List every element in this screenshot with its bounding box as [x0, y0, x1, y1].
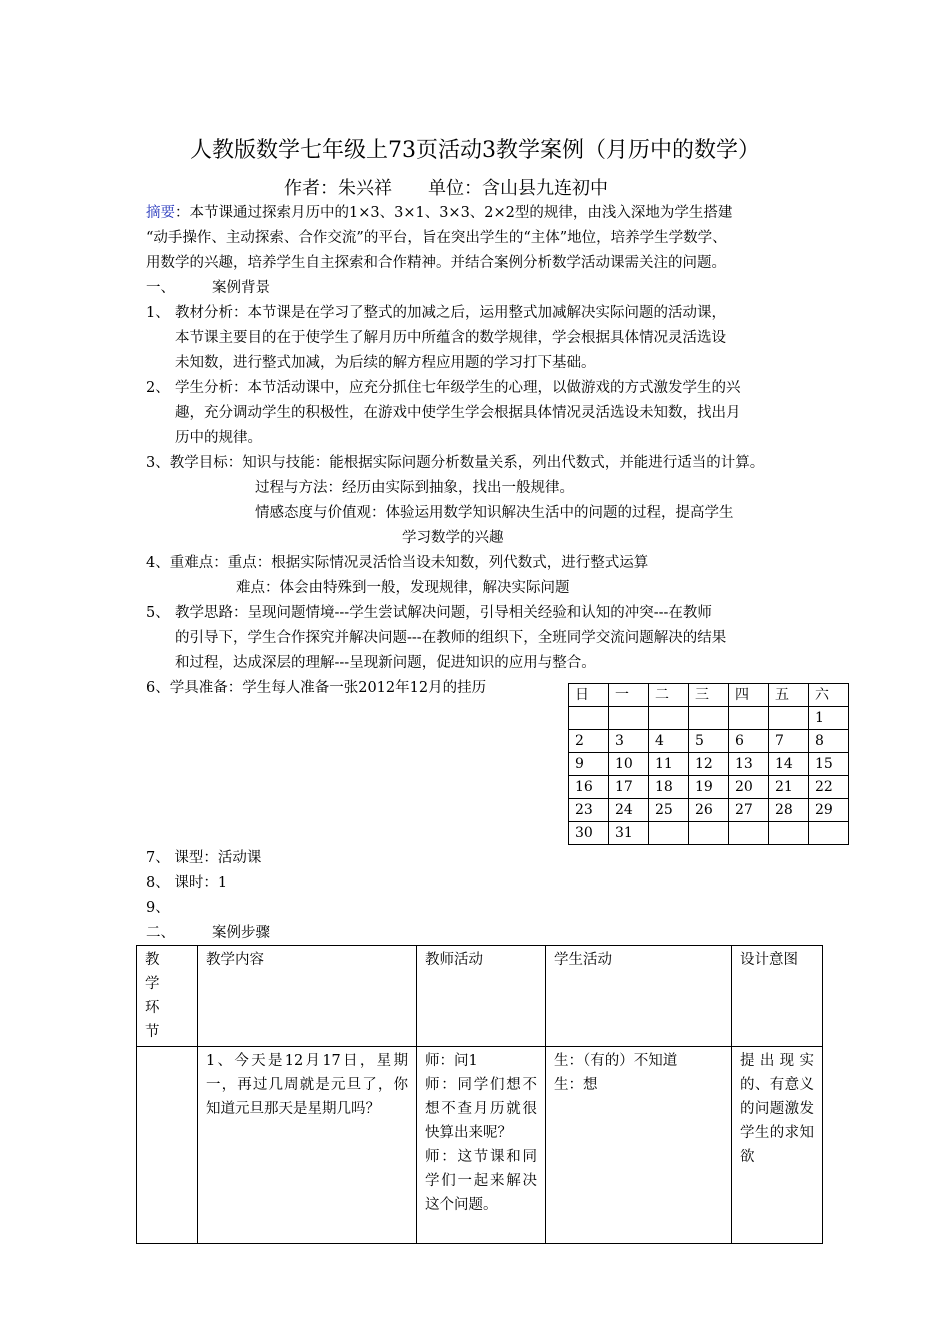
section-2-num: 二、: [146, 925, 175, 941]
item-1-line-1: 教材分析：本节课是在学习了整式的加减之后，运用整式加减解决实际问题的活动课，: [175, 305, 726, 321]
calendar-header-cell: 六: [809, 684, 849, 707]
steps-table-row: [137, 1047, 823, 1244]
calendar-day-cell: 12: [689, 753, 729, 776]
item-4-line-1: 4、重难点：重点：根据实际情况灵活恰当设未知数，列代数式，进行整式运算: [146, 555, 649, 571]
calendar-day-cell: 28: [769, 799, 809, 822]
calendar-day-cell: 18: [649, 776, 689, 799]
abstract-line-2: “动手操作、主动探索、合作交流”的平台，旨在突出学生的“主体”地位，培养学生学数学、: [146, 230, 727, 246]
calendar-day-cell: [729, 707, 769, 730]
calendar-week-row: [569, 753, 849, 776]
abstract-line-1: 摘要：本节课通过探索月历中的1×3、3×1、3×3、2×2型的规律，由浅入深地为学生搭建: [146, 205, 733, 221]
item-4-line-2: 难点：体会由特殊到一般，发现规律，解决实际问题: [236, 580, 570, 596]
calendar-header-cell: 五: [769, 684, 809, 707]
calendar-day-cell: 20: [729, 776, 769, 799]
item-5-line-2: 的引导下，学生合作探究并解决问题---在教师的组织下，全班同学交流问题解决的结果: [175, 630, 727, 646]
calendar-table: [568, 683, 849, 845]
item-6-line-1: 6、学具准备：学生每人准备一张2012年12月的挂历: [146, 680, 487, 696]
calendar-day-cell: [729, 822, 769, 845]
item-3-line-2: 过程与方法：经历由实际到抽象，找出一般规律。: [255, 480, 574, 496]
calendar-header-cell: 二: [649, 684, 689, 707]
calendar-day-cell: 23: [569, 799, 609, 822]
calendar-day-cell: 13: [729, 753, 769, 776]
calendar-day-cell: 22: [809, 776, 849, 799]
header-stage: 教 学 环 节: [137, 946, 198, 1047]
item-5-num: 5、: [146, 605, 170, 621]
header-student: 学生活动: [546, 946, 732, 1047]
calendar-day-cell: 8: [809, 730, 849, 753]
section-1-num: 一、: [146, 280, 175, 296]
calendar-day-cell: 26: [689, 799, 729, 822]
calendar-day-cell: 11: [649, 753, 689, 776]
calendar-day-cell: [689, 822, 729, 845]
item-2-line-1: 学生分析：本节活动课中，应充分抓住七年级学生的心理，以做游戏的方式激发学生的兴: [175, 380, 741, 396]
calendar-day-cell: [569, 707, 609, 730]
calendar-header-cell: 三: [689, 684, 729, 707]
calendar-day-cell: 24: [609, 799, 649, 822]
item-9-line: 9、: [146, 900, 170, 916]
cell-content: 1、今天是12月17日，星期一，再过几周就是元旦了，你知道元旦那天是星期几吗？: [198, 1047, 417, 1244]
calendar-day-cell: [769, 707, 809, 730]
cell-teacher: 师：问1 师：同学们想不想不查月历就很快算出来呢？ 师：这节课和同学们一起来解决这个问题。: [417, 1047, 546, 1244]
header-content: 教学内容: [198, 946, 417, 1047]
calendar-day-cell: 7: [769, 730, 809, 753]
calendar-day-cell: 17: [609, 776, 649, 799]
calendar-day-cell: 3: [609, 730, 649, 753]
item-5-line-1: 教学思路：呈现问题情境---学生尝试解决问题，引导相关经验和认知的冲突---在教师: [175, 605, 712, 621]
calendar-day-cell: 31: [609, 822, 649, 845]
item-5-line-3: 和过程，达成深层的理解---呈现新问题，促进知识的应用与整合。: [175, 655, 596, 671]
calendar-day-cell: 9: [569, 753, 609, 776]
item-3-line-1: 3、教学目标：知识与技能：能根据实际问题分析数量关系，列出代数式，并能进行适当的计算。: [146, 455, 765, 471]
calendar-day-cell: 10: [609, 753, 649, 776]
calendar-day-cell: 15: [809, 753, 849, 776]
calendar-day-cell: [609, 707, 649, 730]
item-3-line-4: 学习数学的兴趣: [402, 530, 504, 546]
steps-table: [136, 945, 823, 1244]
section-1-title: 案例背景: [212, 280, 270, 296]
calendar-day-cell: 4: [649, 730, 689, 753]
calendar-day-cell: 27: [729, 799, 769, 822]
calendar-week-row: [569, 730, 849, 753]
header-intent: 设计意图: [732, 946, 823, 1047]
calendar-day-cell: 2: [569, 730, 609, 753]
item-2-num: 2、: [146, 380, 170, 396]
item-2-line-3: 历中的规律。: [175, 430, 262, 446]
cell-stage: [137, 1047, 198, 1244]
calendar-day-cell: 16: [569, 776, 609, 799]
section-2-title: 案例步骤: [212, 925, 270, 941]
calendar-day-cell: 6: [729, 730, 769, 753]
calendar-day-cell: 14: [769, 753, 809, 776]
calendar-day-cell: 29: [809, 799, 849, 822]
cell-student: 生：（有的）不知道 生：想: [546, 1047, 732, 1244]
abstract-label: 摘要: [146, 205, 175, 221]
calendar-week-row: [569, 799, 849, 822]
header-teacher: 教师活动: [417, 946, 546, 1047]
calendar-day-cell: 19: [689, 776, 729, 799]
item-3-line-3: 情感态度与价值观：体验运用数学知识解决生活中的问题的过程，提高学生: [255, 505, 734, 521]
calendar-header-cell: 日: [569, 684, 609, 707]
calendar-day-cell: [649, 707, 689, 730]
calendar-week-row: [569, 822, 849, 845]
item-8-line: 8、 课时：1: [146, 875, 228, 891]
calendar-header-cell: 四: [729, 684, 769, 707]
page-title: 人教版数学七年级上73页活动3教学案例（月历中的数学）: [190, 138, 760, 163]
calendar-day-cell: [809, 822, 849, 845]
calendar-day-cell: 25: [649, 799, 689, 822]
calendar-week-row: [569, 707, 849, 730]
calendar-day-cell: 5: [689, 730, 729, 753]
steps-table-header-row: [137, 946, 823, 1047]
calendar-day-cell: [649, 822, 689, 845]
author-line: 作者：朱兴祥 单位：含山县九连初中: [284, 178, 608, 199]
calendar-day-cell: 1: [809, 707, 849, 730]
calendar-day-cell: [769, 822, 809, 845]
calendar-day-cell: [689, 707, 729, 730]
item-1-line-2: 本节课主要目的在于使学生了解月历中所蕴含的数学规律，学会根据具体情况灵活选设: [175, 330, 726, 346]
calendar-day-cell: 30: [569, 822, 609, 845]
calendar-week-row: [569, 776, 849, 799]
abstract-line-3: 用数学的兴趣，培养学生自主探索和合作精神。并结合案例分析数学活动课需关注的问题。: [146, 255, 726, 271]
item-1-num: 1、: [146, 305, 170, 321]
calendar-day-cell: 21: [769, 776, 809, 799]
calendar-header-cell: 一: [609, 684, 649, 707]
item-1-line-3: 未知数，进行整式加减，为后续的解方程应用题的学习打下基础。: [175, 355, 596, 371]
cell-intent: 提出现实的、有意义的问题激发学生的求知欲: [732, 1047, 823, 1244]
calendar-header-row: [569, 684, 849, 707]
item-2-line-2: 趣，充分调动学生的积极性，在游戏中使学生学会根据具体情况灵活选设未知数，找出月: [175, 405, 741, 421]
item-7-line: 7、 课型：活动课: [146, 850, 262, 866]
